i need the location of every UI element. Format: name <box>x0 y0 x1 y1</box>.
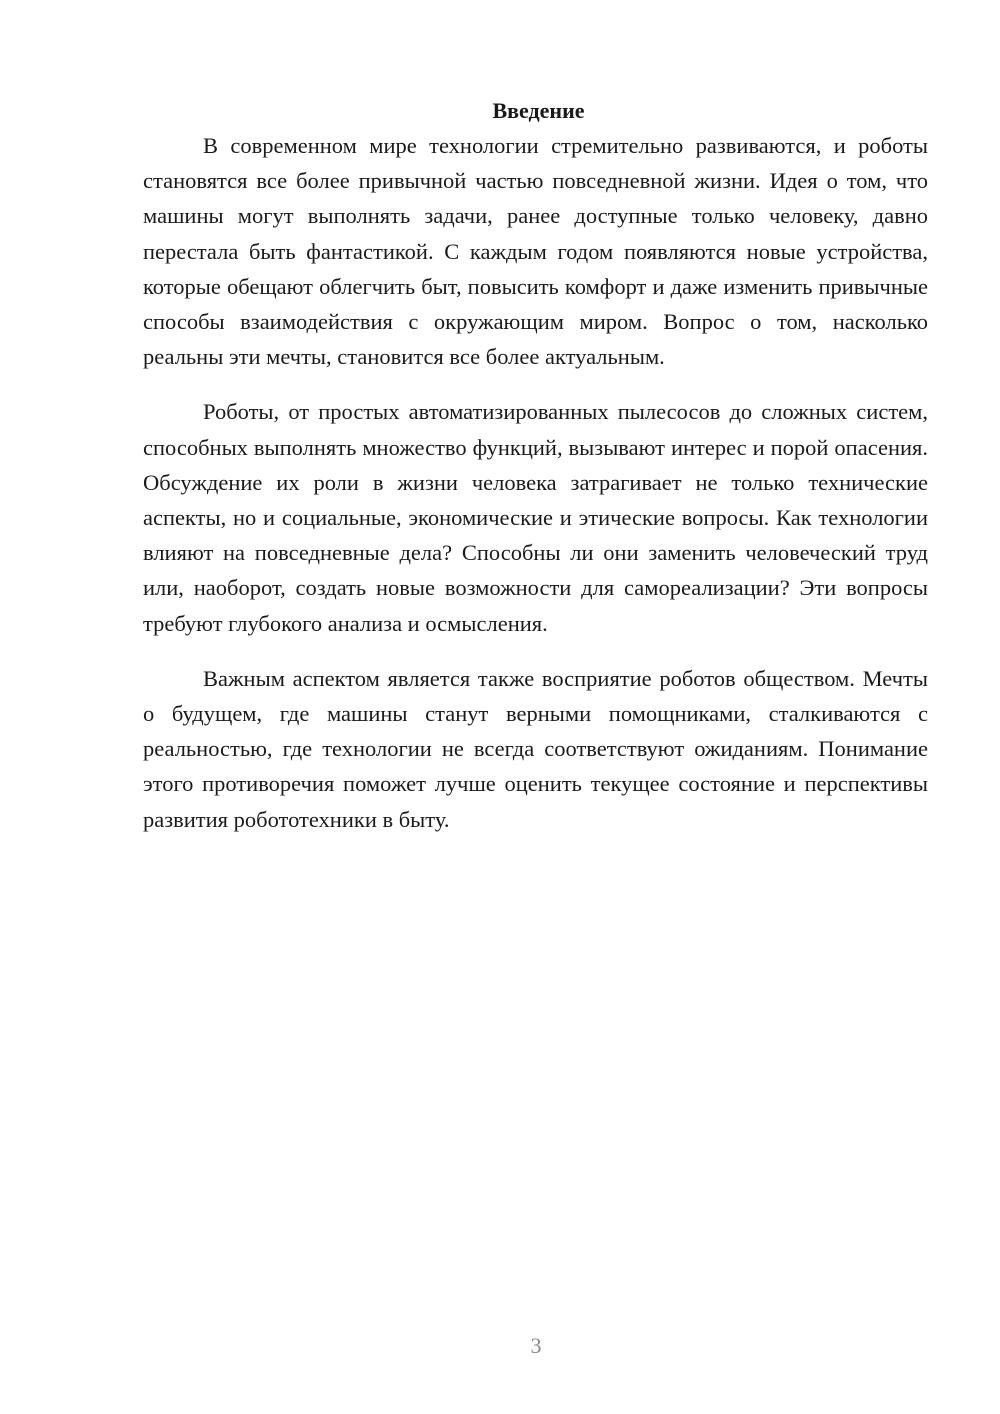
paragraph-3: Важным аспектом является также восприятие роботов обществом. Мечты о будущем, где машины станут верными помощниками, сталкиваются с реальностью, где технологии не всегда соответствуют ожиданиям. Понимание этого противоречия поможет лучше оценить текущее состояние и перспективы развития робототехники в быту. <box>143 665 928 832</box>
paragraph-1: В современном мире технологии стремительно развиваются, и роботы становятся все более привычной частью повседневной жизни. Идея о том, что машины могут выполнять задачи, ранее доступные только человеку, давно перестала быть фантастикой. С каждым годом появляются новые устройства, которые обещают облегчить быт, повысить комфорт и даже изменить привычные способы взаимодействия с окружающим миром. Вопрос о том, насколько реальны эти мечты, становится все более актуальным. <box>143 133 928 370</box>
page-content <box>143 96 928 857</box>
page-number: 3 <box>530 1333 542 1358</box>
paragraph-2: Роботы, от простых автоматизированных пылесосов до сложных систем, способных выполнять множество функций, вызывают интерес и порой опасения. Обсуждение их роли в жизни человека затрагивает не только технические аспекты, но и социальные, экономические и этические вопросы. Как технологии влияют на повседневные дела? Способны ли они заменить человеческий труд или, наоборот, создать новые возможности для самореализации? Эти вопросы требуют глубокого анализа и осмысления. <box>143 399 928 636</box>
section-title: Введение <box>492 98 585 123</box>
